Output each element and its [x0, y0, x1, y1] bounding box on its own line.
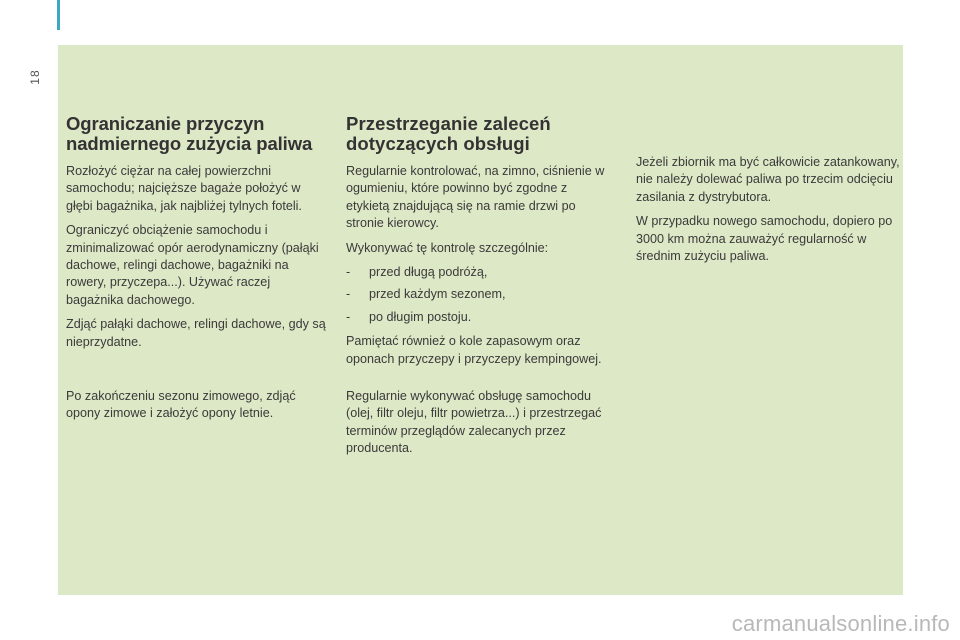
list-dash: - [346, 265, 351, 280]
left-heading [66, 114, 328, 154]
middle-heading-line1: Przestrzeganie zaleceń [346, 113, 551, 134]
list-item-text: przed długą podróżą, [369, 265, 488, 280]
left-heading-line1: Ograniczanie przyczyn [66, 113, 265, 134]
right-column [636, 154, 902, 272]
middle-bottom-block [346, 388, 614, 465]
list-dash: - [346, 287, 351, 302]
left-paragraph-1: Rozłożyć ciężar na całej powierzchni samochodu; najcięższe bagaże położyć w głębi bagażnika, jak najbliżej tylnych foteli. [66, 164, 302, 213]
right-paragraph-2: W przypadku nowego samochodu, dopiero po 3000 km można zauważyć regularność w średnim zużyciu paliwa. [636, 214, 893, 264]
middle-heading-line2: dotyczących obsługi [346, 133, 530, 154]
list-item-text: po długim postoju. [369, 309, 472, 324]
left-bottom-block [66, 388, 328, 430]
middle-paragraph-1: Regularnie kontrolować, na zimno, ciśnienie w ogumieniu, które powinno być zgodne z etykietą znajdującą się na ramie drzwi po stronie kierowcy. [346, 164, 605, 231]
list-item [346, 286, 614, 303]
accent-bar [57, 0, 60, 30]
middle-column [346, 114, 614, 375]
list-item [346, 309, 614, 326]
right-paragraph-1: Jeżeli zbiornik ma być całkowicie zatankowany, nie należy dolewać paliwa po trzecim odcięciu zasilania z dystrybutora. [636, 155, 900, 204]
list-item-text: przed każdym sezonem, [369, 287, 506, 302]
left-column [66, 114, 328, 358]
middle-heading [346, 114, 614, 154]
middle-paragraph-3: Pamiętać również o kole zapasowym oraz oponach przyczepy i przyczepy kempingowej. [346, 334, 602, 366]
watermark-logo: carmanualsonline.info [731, 611, 950, 636]
page-number: 18 [28, 69, 42, 85]
middle-bottom-paragraph: Regularnie wykonywać obsługę samochodu (olej, filtr oleju, filtr powietrza...) i przestrzegać terminów przeglądów zalecanych przez producenta. [346, 389, 602, 456]
check-list [346, 264, 614, 326]
left-heading-line2: nadmiernego zużycia paliwa [66, 133, 313, 154]
middle-paragraph-2: Wykonywać tę kontrolę szczególnie: [346, 240, 549, 255]
left-paragraph-3: Zdjąć pałąki dachowe, relingi dachowe, gdy są nieprzydatne. [66, 317, 326, 349]
left-paragraph-2: Ograniczyć obciążenie samochodu i zminimalizować opór aerodynamiczny (pałąki dachowe, relingi dachowe, bagażniki na rowery, przyczepa...). Używać raczej bagażnika dachowego. [66, 223, 319, 307]
list-item [346, 264, 614, 281]
left-bottom-paragraph: Po zakończeniu sezonu zimowego, zdjąć opony zimowe i założyć opony letnie. [66, 389, 296, 421]
list-dash: - [346, 309, 351, 324]
